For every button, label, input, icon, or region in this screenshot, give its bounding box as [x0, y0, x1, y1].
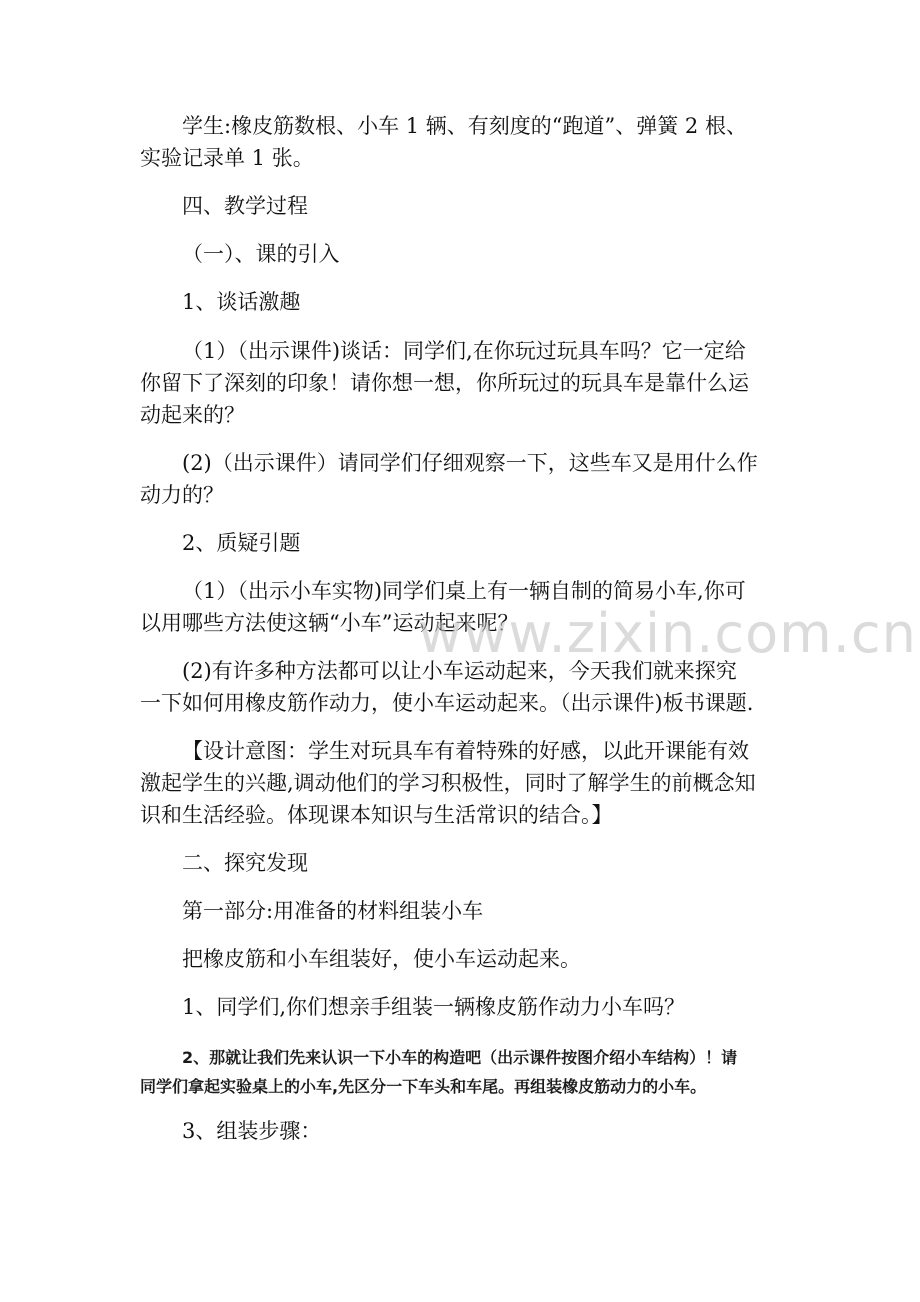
item-heading: 2、质疑引题 — [182, 531, 301, 555]
text-line: （1）（出示小车实物)同学们桌上有一辆自制的简易小车,你可 — [182, 579, 746, 603]
text-line: 把橡皮筋和小车组装好，使小车运动起来。 — [182, 947, 581, 971]
text-line: 学生:橡皮筋数根、小车 1 辆、有刻度的“跑道”、弹簧 2 根、 — [182, 114, 747, 138]
text-line: 2、那就让我们先来认识一下小车的构造吧（出示课件按图介绍小车结构）！请 — [182, 1048, 738, 1067]
watermark: www.zixin.com.cn — [418, 602, 917, 665]
design-intent-text: 【设计意图：学生对玩具车有着特殊的好感，以此开课能有效 — [182, 739, 749, 763]
text-line: 以用哪些方法使这辆“小车”运动起来呢？ — [140, 611, 519, 635]
text-line: 1、同学们,你们想亲手组装一辆橡皮筋作动力小车吗？ — [182, 995, 686, 1019]
section-heading: 四、教学过程 — [182, 194, 308, 218]
text-line: 动力的？ — [140, 483, 224, 507]
text-line: 同学们拿起实验桌上的小车,先区分一下车头和车尾。再组装橡皮筋动力的小车。 — [140, 1077, 707, 1096]
text-line: (2)（出示课件）请同学们仔细观察一下，这些车又是用什么作 — [182, 451, 758, 475]
design-intent-text: 识和生活经验。体现课本知识与生活常识的结合。】 — [140, 803, 613, 827]
text-line: （1）（出示课件)谈话：同学们,在你玩过玩具车吗？它一定给 — [182, 339, 746, 363]
section-heading: 二、探究发现 — [182, 851, 308, 875]
text-line: 实验记录单 1 张。 — [140, 146, 314, 170]
text-line: 一下如何用橡皮筋作动力，使小车运动起来。（出示课件)板书课题. — [140, 691, 754, 715]
text-line: 你留下了深刻的印象！请你想一想，你所玩过的玩具车是靠什么运 — [140, 371, 749, 395]
text-line: (2)有许多种方法都可以让小车运动起来，今天我们就来探究 — [182, 659, 737, 683]
subsection-heading: （一）、课的引入 — [182, 242, 340, 266]
item-heading: 3、组装步骤： — [182, 1119, 322, 1143]
text-line: 动起来的？ — [140, 403, 245, 427]
design-intent-text: 激起学生的兴趣,调动他们的学习积极性，同时了解学生的前概念知 — [140, 771, 756, 795]
item-heading: 1、谈话激趣 — [182, 290, 301, 314]
subsection-heading: 第一部分:用准备的材料组装小车 — [182, 899, 484, 923]
